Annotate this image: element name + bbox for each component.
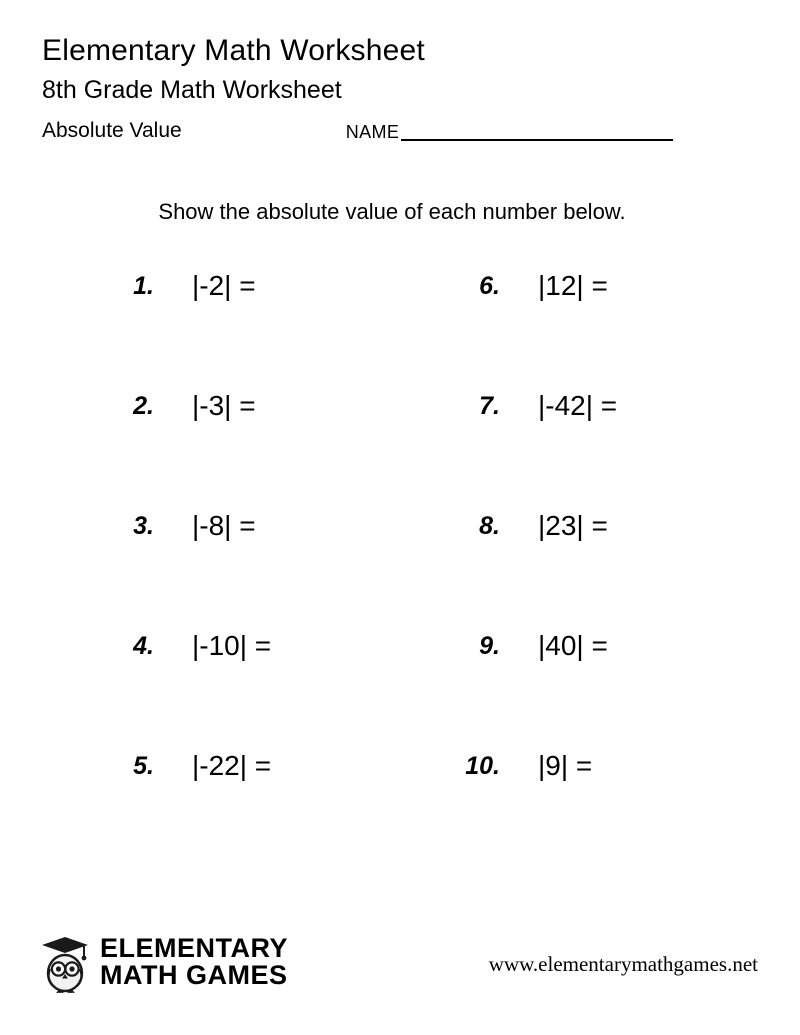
problem-item xyxy=(92,631,432,751)
instructions-text: Show the absolute value of each number below. xyxy=(158,199,626,225)
problem-expression: |-22| = xyxy=(192,750,272,782)
site-logo xyxy=(38,931,288,993)
problem-number: 6. xyxy=(479,272,500,301)
problem-expression: |12| = xyxy=(538,270,608,302)
page-title: Elementary Math Worksheet xyxy=(42,34,425,67)
problem-number: 7. xyxy=(479,392,500,421)
problem-expression: |-8| = xyxy=(192,510,256,542)
name-field-group xyxy=(346,123,674,141)
problem-grid xyxy=(92,271,758,871)
problem-expression: |40| = xyxy=(538,630,608,662)
problem-expression: |-2| = xyxy=(192,270,256,302)
worksheet-topic: Absolute Value xyxy=(42,119,182,143)
topic-name-row xyxy=(42,113,758,141)
problem-number: 5. xyxy=(133,752,154,781)
logo-line-one: ELEMENTARY xyxy=(100,933,289,963)
problem-expression: |-3| = xyxy=(192,390,256,422)
page-subtitle: 8th Grade Math Worksheet xyxy=(42,75,342,104)
problem-number: 3. xyxy=(133,512,154,541)
page-footer xyxy=(0,917,800,993)
problem-item xyxy=(92,751,432,871)
owl-graduate-icon xyxy=(38,931,94,993)
logo-text xyxy=(100,935,288,989)
problem-item xyxy=(432,631,772,751)
problem-number: 4. xyxy=(133,632,154,661)
name-label: NAME xyxy=(345,122,400,143)
problem-number: 9. xyxy=(479,632,500,661)
problem-expression: |23| = xyxy=(538,510,608,542)
problem-item xyxy=(432,271,772,391)
name-input-line[interactable] xyxy=(401,123,673,141)
problem-item xyxy=(432,511,772,631)
problem-expression: |-10| = xyxy=(192,630,272,662)
problem-item xyxy=(92,271,432,391)
problem-expression: |-42| = xyxy=(538,390,618,422)
problem-item xyxy=(92,391,432,511)
problem-number: 1. xyxy=(133,272,154,301)
problem-number: 2. xyxy=(133,392,154,421)
problem-item xyxy=(432,391,772,511)
problem-expression: |9| = xyxy=(538,750,593,782)
site-url: www.elementarymathgames.net xyxy=(488,952,758,976)
problem-item xyxy=(432,751,772,871)
logo-line-two: MATH GAMES xyxy=(100,960,288,990)
problem-number: 8. xyxy=(479,512,500,541)
problem-item xyxy=(92,511,432,631)
problem-number: 10. xyxy=(465,752,500,781)
